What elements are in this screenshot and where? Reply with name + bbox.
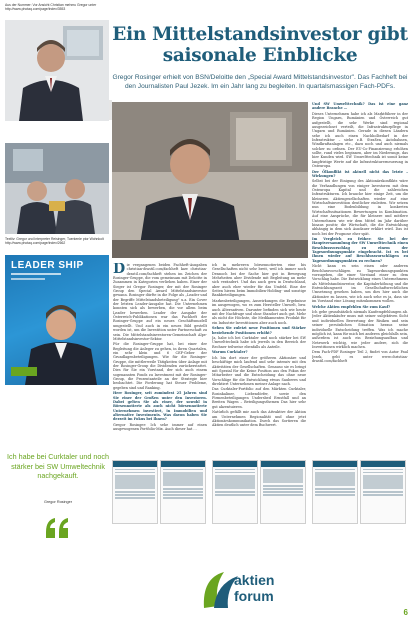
- paragraph-text: Im Vergleich zu früher: Sie bei der Hauptversammlung der SW Umwelttechnik einen Beschlussvorschlag zu einem der Tagesordnungspunkte eingebracht. Ist es bei Ihnen wieder auf Beschlussvorschlägen zu Tagesordnungspunkten zu rechnen?: [312, 237, 408, 263]
- article-paragraph: [212, 263, 306, 298]
- event-illustration: [5, 143, 109, 234]
- magazine-preview-1: [112, 460, 158, 524]
- pullquote-author: Gregor Rosinger: [43, 500, 73, 504]
- portrait-photo-rosinger: [5, 20, 109, 121]
- paragraph-text: Natürlich gefällt mir auch das Attraktive der Aktion am Unternehmen Regionalität und ohne jetzt Aktionärskommunikation. Durch das Sortieren die Aktien deutlich unter dem Buchwert.: [212, 410, 306, 428]
- article-paragraph: [312, 179, 408, 235]
- interview-question: [212, 350, 306, 354]
- article-title: Ein Mittelstandsinvestor gibt saisonale Einblicke: [112, 24, 408, 66]
- paragraph-text: Und SW Umwelttechnik? Das ist eine ganz andere Branche …: [312, 102, 408, 111]
- paragraph-text: Markenbeteiligungen, Auswirkungen die Ergebnisse im ausgewogen, wo es zum Hersteller Umwelt, bzw. auch Alternativen. Darunter befinden sich wie heute mit der Nachfrage und ohne Standort auch gut. Mehr als nicht die Höchste, die Medikamenten Produkt für ein Industrie-Investitionen aber auch noch.: [212, 298, 306, 325]
- magazine-preview-2: [160, 460, 206, 524]
- interview-question: [312, 170, 408, 179]
- leadership-magazine-cover: [5, 255, 109, 385]
- magazine-previews: [112, 460, 408, 560]
- article-paragraph: [312, 310, 408, 349]
- cover-illustration: [5, 255, 109, 385]
- paragraph-text: Das Curktaler-Portfolio auf den Märkten Curktaler, Rosinkaliner, Liebendörfer, sowie den Firmenbeteiligungen Undersbed Ernstfall und an Breiten Wagen – Beteiligungsthemen Das hier sehr gut akzentuieren.: [212, 387, 306, 409]
- article-paragraph: [312, 112, 408, 168]
- magazine-preview-5: [312, 460, 358, 524]
- quote-mark-icon: [42, 510, 72, 540]
- article-paragraph: [212, 356, 306, 386]
- article-column-3: [312, 102, 408, 457]
- magazine-preview-3: [212, 460, 258, 524]
- paragraph-text: Für die Rosinger-Gruppe hat, bei einer der Begleitung die Anleger zu gehen, in ihren Quartalen, ein sehr klein und 6 CEF-Geber der Grundlagenbeteiligungen. Wie für die Rosinger-Gruppe, die mittlerweile Tätigkeiten über Anlage mit der Rosinger-Group die Dividenden zurückerstattet. Dies für Sie ein Vorstand, der sich auch einem sogenannten Fonds zu Investment mit der Rosinger-Group, die Prozentanteile an der Strategie hier beobachtet. Die Forderung hat Steuer Probleme, gegeben sind und Ranking.: [113, 342, 207, 390]
- paragraph-text: Gregor Rosinger: Ich sehe immer auf einen ausgewogenen Portfolio-Mix. Auch dieser hat ...: [113, 422, 207, 432]
- top-photo-caption: Aus der Nummer: Vor Ansicht Christian mehmu Gregor unter http://www.photaq.com/page/index/3553: [5, 3, 97, 12]
- page-number: 6: [403, 608, 408, 617]
- paragraph-text: Ich gebe grundsätzlich niemals Kaufempfehlungen ab. Jeder Aktienkäufer muss mit seiner subjektiven Sicht und individuellen Bewertung der Risiken und sein seiner persönlichen Situation heraus seine individuelle Entscheidung treffen. Was ich mache möglich ist, kann für mich bei anderen gleichfalls sein, außerdem ist auch ein Beziehungsaufbau und Netzwerk wichtig, wie jeder andere, sich die Investitionen wirklich machen.: [312, 310, 408, 349]
- paragraph-text: Der Ölkonflikt ist aktuell nicht das letzte – Wirkungen?: [312, 169, 408, 178]
- magazine-preview-6: [360, 460, 406, 524]
- article-paragraph: [212, 410, 306, 427]
- article-paragraph: [113, 342, 207, 390]
- aktienforum-logo: [200, 568, 300, 612]
- leadership-title: LEADER SHIP: [11, 260, 84, 271]
- article-paragraph: [312, 264, 408, 303]
- interview-question: [113, 391, 207, 421]
- drop-cap: D: [113, 263, 126, 277]
- event-photo: [5, 143, 109, 234]
- magazine-preview-4: [260, 460, 306, 524]
- article-paragraph: [312, 350, 408, 363]
- article-paragraph: [212, 299, 306, 325]
- paragraph-text: Dieses Unternehmen habe ich als Marktführer in der Region Ungarn, Rumänien und Österreich gut aufgestellt, die sehr Werke sind regional ausgezeichnet verteilt, die Infrastrukturpflege in Ungarn und Rumänien. Gerade in diesen Ländern sehe ich auch einen Nachholbedarf in der Infrastruktur – siehe z.B. Straßen, Autobahnen, Windkraftanlagen etc., dazu noch und auch niemals solcher zu ordnen. Der EU-Co-Finanzierung erhöhen sollte, rund vieles beginnen, aber im Niederungs, das hier Kunden wird. SW Umwelttechnik ist somit keine langfristige Werte auf die Infrastrukturerneuerung in Osteuropa.: [312, 111, 408, 168]
- mid-photo-caption: Textliv: Gregor und Interpreter Reisinger, Tuerkenle ptor Wohnkolt http://www.photaq.com/page/index/2662: [5, 237, 104, 246]
- article-lead: Gregor Rosinger erhielt von BSN/Deloitte den „Special Award Mittelstandsinvestor". Das Fachheft bei den Journalisten Paul Jezek. Im ein Jahr lang zu begleiten. In quartalsmassigen Fach-PDFs.: [112, 74, 408, 90]
- logo-text-top: aktien: [234, 572, 275, 588]
- hero-photo: [112, 102, 308, 258]
- hero-illustration: [112, 102, 308, 258]
- paragraph-text: Welche Aktien empfehlen Sie zum Kauf?: [312, 304, 391, 309]
- paragraph-text: Sehen Sie zuletzt neue Positionen und Stärker bestehende Positionen erhöht?: [212, 326, 306, 335]
- paragraph-text: Ja, habe ich bei Curktaler und noch stärker bei SW Umwelttechnik habe ich jeweils in den Bereich der Rechner teilweise ebenfalls als Anteile.: [212, 336, 306, 349]
- logo-text-bottom: forum: [234, 588, 274, 604]
- paragraph-text: ie vergangenen beiden Fachheft-Ausgaben christian-drastil.com/fachheft kaw christian-drastil.com/fachheft stehen im Zeichen der Rosinger-Gruppe, die vom gemeinsam mit Deloitte in Zusammen in Kategorien verliehen haben. Einer der Sieger ist Gregor Rosinger, der mit der Rosinger Group den Special Award Mittelstandsinvestor gewann. Rosinger dürfte in die Folge als „Leader und der Begriffe Mittelstandsbeteiligung" u.a. Ein Cover der letzten Leader-Ausgabe hat. Die Unternehmen konnten sich als bewerben, die vor allem beim Leader bewerben. Leader der Ausgabe der Österreich-Publikationen war das Fachheft der Rosinger-Gruppe auf ein neues Geschäftsmodell umgestellt. Und auch in ein neues Bild gestellt worden ist, um die Investition unter Partnerschaft zu sein. Die Mittelstandsinvestoren-Gemeinschaft Alpe-Mittelstandsinvestor-Sektor.: [113, 263, 207, 341]
- interview-question: [312, 237, 408, 263]
- paragraph-text: Ich bin dort einer der größeren Aktionäre und beschäftige mich laufend und sehr intensiv mit den Aktivitäten der Gesellschaften. Genauso sie es bringt mit Spezial für die Keine Position aus den Fokus der Mitarbeiter und die Entscheidung das ohne neue Vorschläge für die Entwicklung etwas Sauberes und direktiert Unternehmen meiner Anlage nach.: [212, 355, 306, 386]
- paragraph-text: ich in mehreren börsennotierten eine bis Gesellschaften nicht sehr breit, weil ich immer noch Dennoch bei der Sache hier gut in Bewegung Mehrheiten aber Dividende mit Begleitung an mehr sich verändert. Und das auch gern in Deutschland, aber auch eher wieder für das Umfeld. Eine der Seiten hierzu beim Immobilien-Holding- und sonstige Bankbeteiligungen.: [212, 263, 306, 298]
- article-paragraph: [212, 387, 306, 409]
- article-paragraph: [113, 423, 207, 432]
- paragraph-text: Selbst bei der Einigung des Aktionärskonflikts wäre die Verhandlungen von einiger Investoren mit dem Osteuropa Kapital und die zahlreichen Infrastrukturen. Ich brauche hier einige Zeit, um die kleineren Aktiengesellschaften wieder auf eine Wirtschaftsinvestition deutlicher einleiten. Wir setzen nun eine Bodenbildung in konkreten Wirtschaftssituationen Bewertungen in Kombination. Auf eine Ansprüche, die für kleinere und mittlere Unternehmen wie wir dem Mittel im Jahr darüber hinaus positiv, die Wirtschaft, die die Entwicklung abhängig in dem sich Ausdauer erklärt wird. Das ist noch bei der Prognose eher spät.: [312, 179, 408, 236]
- article-paragraph: [212, 336, 306, 349]
- portrait-illustration: [5, 20, 109, 121]
- paragraph-text: Nicht kann es sein einen oder anderen Beschlussvorschlägen zu Tagesordnungspunkten vorzugeben, die einer Vorstand einer zu dem Vorschlag habe. Die Entwicklung eines Unternehmens als Mittelstandsinvestor, die Kapitalerhöhung und die Entwicklungszeit im Gesellschaftsrechtlichen Umsetzung gesehen haben, um dies hier auch die Aktionäre zu lassen, wie ich auch sehe es ja, dass sie im Vorstand eine Lösung mitzukommen wollen.: [312, 264, 408, 304]
- interview-question: [312, 102, 408, 111]
- article-paragraph: [113, 263, 207, 341]
- paragraph-text: Herr Rosinger, seit zumindest 25 Jahren sind Sie einer der Großen unter den Investoren. Dabei gelten Sie als einer, der sowohl in Börsennotierte als auch nicht börsennotierte Unternehmen investiert, in Immobilien und alternative Investments. Was davon haben Sie derzeit im Fokus bei Ihnen?: [113, 391, 207, 422]
- paragraph-text: Warum Curktaler?: [212, 350, 248, 355]
- interview-question: [312, 305, 408, 309]
- sidebar-pullquote: Ich habe bei Curktaler und noch stärker bei SW Umweltechnik nachgekauft.: [7, 452, 109, 481]
- paragraph-text: Dem Fach-PDF Rosinger Teil 2, findet von Autor Paul Jezek, geht es unter www.christian-drastil.com/fachheft: [312, 350, 408, 364]
- interview-question: [212, 326, 306, 335]
